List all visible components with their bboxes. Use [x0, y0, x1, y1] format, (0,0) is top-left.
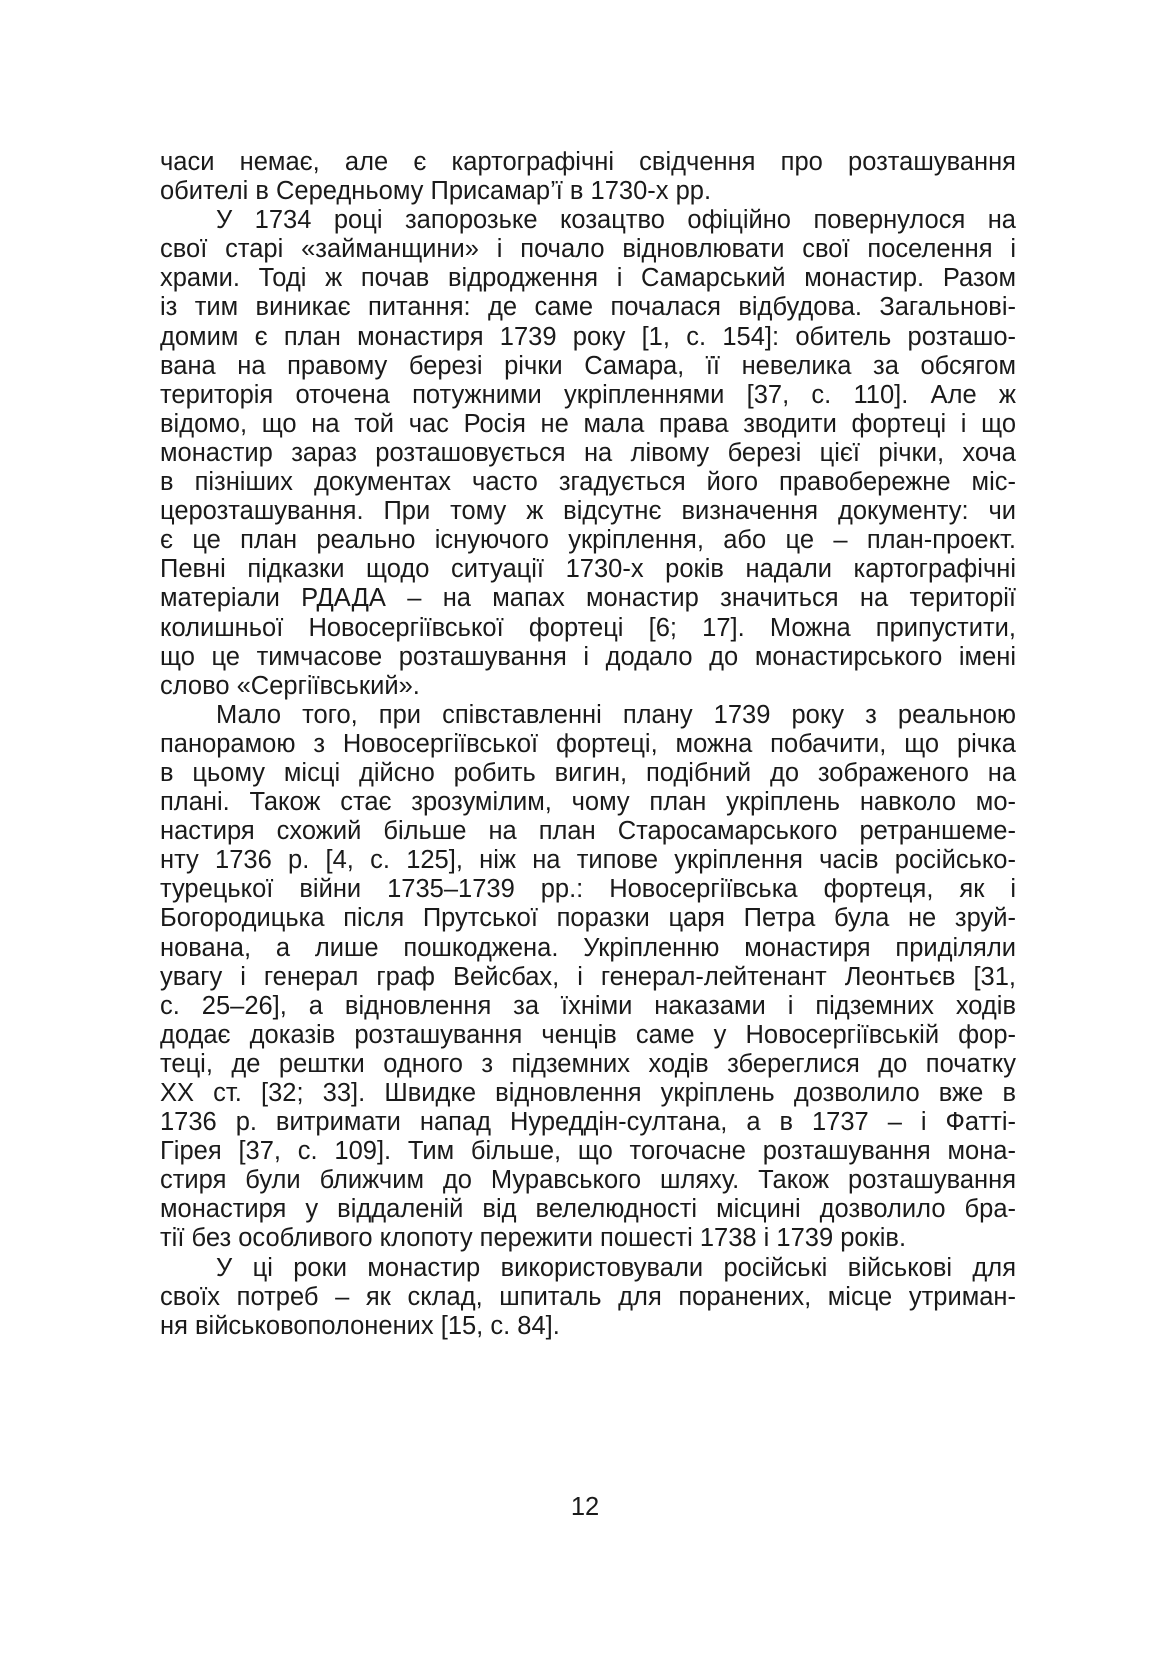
text-line: Гірея [37, с. 109]. Тим більше, що тогочасне розташування мона-: [160, 1137, 1016, 1166]
text-line: монастир зараз розташовується на лівому березі цієї річки, хоча: [160, 438, 1016, 467]
text-line: монастиря у віддаленій від велелюдності місцині дозволило бра-: [160, 1195, 1016, 1224]
page-number: 12: [570, 1493, 600, 1521]
text-line: У 1734 році запорозьке козацтво офіційно повернулося на: [216, 206, 1016, 235]
text-line: обителі в Середньому Присамар’ї в 1730-х рр.: [160, 177, 712, 206]
text-line: додає доказів розташування ченців саме у Новосергіївській фор-: [160, 1020, 1016, 1049]
text-line: увагу і генерал граф Вейсбах, і генерал-лейтенант Леонтьєв [31,: [160, 962, 1016, 991]
text-line: свої старі «займанщини» і почало відновлювати свої поселення і: [160, 235, 1016, 264]
text-line: стиря були ближчим до Муравського шляху. Також розташування: [160, 1166, 1016, 1195]
text-line: домим є план монастиря 1739 року [1, с. 154]: обитель розташо-: [160, 322, 1016, 351]
text-line: храми. Тоді ж почав відродження і Самарський монастир. Разом: [160, 264, 1016, 293]
text-line: відомо, що на той час Росія не мала права зводити фортеці і що: [160, 409, 1016, 438]
text-line: слово «Сергіївський».: [160, 671, 420, 700]
text-line: плані. Також стає зрозумілим, чому план укріплень навколо мо-: [160, 788, 1016, 817]
text-line: У ці роки монастир використовували російські військові для: [216, 1253, 1016, 1282]
text-line: с. 25–26], а відновлення за їхніми наказами і підземних ходів: [160, 991, 1016, 1020]
text-line: в цьому місці дійсно робить вигин, подібний до зображеного на: [160, 758, 1016, 787]
text-line: Богородицька після Прутської поразки царя Петра була не зруй-: [160, 904, 1016, 933]
text-line: що це тимчасове розташування і додало до монастирського імені: [160, 642, 1016, 671]
document-body: [160, 148, 1016, 1341]
text-line: Мало того, при співставленні плану 1739 року з реальною: [216, 700, 1016, 729]
text-line: є це план реально існуючого укріплення, або це – план-проект.: [160, 526, 1016, 555]
text-line: ня військовополонених [15, с. 84].: [160, 1311, 560, 1340]
text-line: із тим виникає питання: де саме почалася відбудова. Загальнові-: [160, 293, 1016, 322]
text-line: панорамою з Новосергіївської фортеці, можна побачити, що річка: [160, 729, 1016, 758]
text-line: вана на правому березі річки Самара, її невелика за обсягом: [160, 351, 1016, 380]
text-line: тії без особливого клопоту пережити пошесті 1738 і 1739 років.: [160, 1224, 907, 1253]
text-line: колишньої Новосергіївської фортеці [6; 17]. Можна припустити,: [160, 613, 1016, 642]
text-line: теці, де рештки одного з підземних ходів збереглися до початку: [160, 1049, 1016, 1078]
text-line: нту 1736 р. [4, с. 125], ніж на типове укріплення часів російсько-: [160, 846, 1016, 875]
text-line: в пізніших документах часто згадується його правобережне міс-: [160, 468, 1016, 497]
text-line: своїх потреб – як склад, шпиталь для поранених, місце утриман-: [160, 1282, 1016, 1311]
text-line: настиря схожий більше на план Старосамарського ретраншеме-: [160, 817, 1016, 846]
text-line: часи немає, але є картографічні свідчення про розташування: [160, 148, 1016, 176]
text-line: XX ст. [32; 33]. Швидке відновлення укріплень дозволило вже в: [160, 1079, 1016, 1107]
text-line: матеріали РДАДА – на мапах монастир значиться на території: [160, 584, 1016, 613]
text-line: територія оточена потужними укріпленнями [37, с. 110]. Але ж: [160, 380, 1016, 409]
text-line: Певні підказки щодо ситуації 1730-х років надали картографічні: [160, 555, 1016, 584]
text-line: нована, а лише пошкоджена. Укріпленню монастиря приділяли: [160, 933, 1016, 962]
text-line: церозташування. При тому ж відсутнє визначення документу: чи: [160, 497, 1016, 526]
text-line: турецької війни 1735–1739 рр.: Новосергіївська фортеця, як і: [160, 875, 1016, 904]
text-line: 1736 р. витримати напад Нуреддін-султана, а в 1737 – і Фатті-: [160, 1108, 1016, 1137]
